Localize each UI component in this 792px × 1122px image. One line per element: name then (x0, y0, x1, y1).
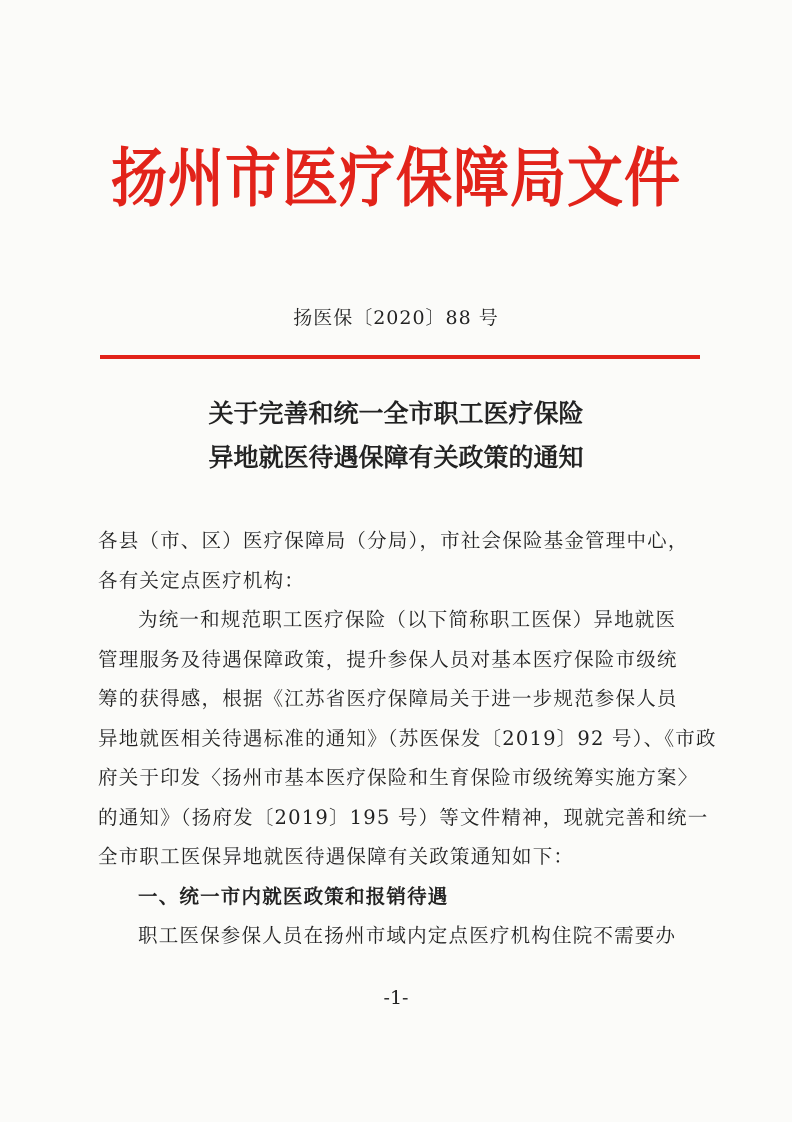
notice-title (0, 392, 792, 480)
addressee-line-2: 各有关定点医疗机构： (98, 568, 306, 592)
body-line-7: 全市职工医保异地就医待遇保障有关政策通知如下： (98, 845, 575, 868)
header-divider-line (100, 355, 700, 359)
body-line-4: 异地就医相关待遇标准的通知》（苏医保发〔2019〕92 号）、《市政 (98, 726, 717, 750)
body-line-1: 为统一和规范职工医疗保险（以下简称职工医保）异地就医 (138, 608, 677, 631)
document-number: 扬医保〔2020〕88 号 (293, 307, 499, 329)
notice-title-line-1: 关于完善和统一全市职工医疗保险 (208, 399, 584, 428)
notice-body (98, 521, 717, 956)
page-number: -1- (383, 987, 409, 1009)
document-header-title: 扬州市医疗保障局文件 (111, 142, 681, 217)
addressee-line-1: 各县（市、区）医疗保障局（分局），市社会保险基金管理中心， (98, 529, 689, 552)
body-line-6: 的通知》（扬府发〔2019〕195 号）等文件精神，现就完善和统一 (98, 805, 709, 829)
section-heading-1: 一、统一市内就医政策和报销待遇 (138, 884, 449, 908)
notice-title-line-2: 异地就医待遇保障有关政策的通知 (208, 443, 584, 472)
body-line-3: 筹的获得感，根据《江苏省医疗保障局关于进一步规范参保人员 (98, 687, 678, 710)
body-line-2: 管理服务及待遇保障政策，提升参保人员对基本医疗保险市级统 (98, 647, 678, 671)
body-line-8: 职工医保参保人员在扬州市域内定点医疗机构住院不需要办 (138, 924, 677, 947)
body-line-5: 府关于印发〈扬州市基本医疗保险和生育保险市级统筹实施方案〉 (98, 766, 699, 789)
